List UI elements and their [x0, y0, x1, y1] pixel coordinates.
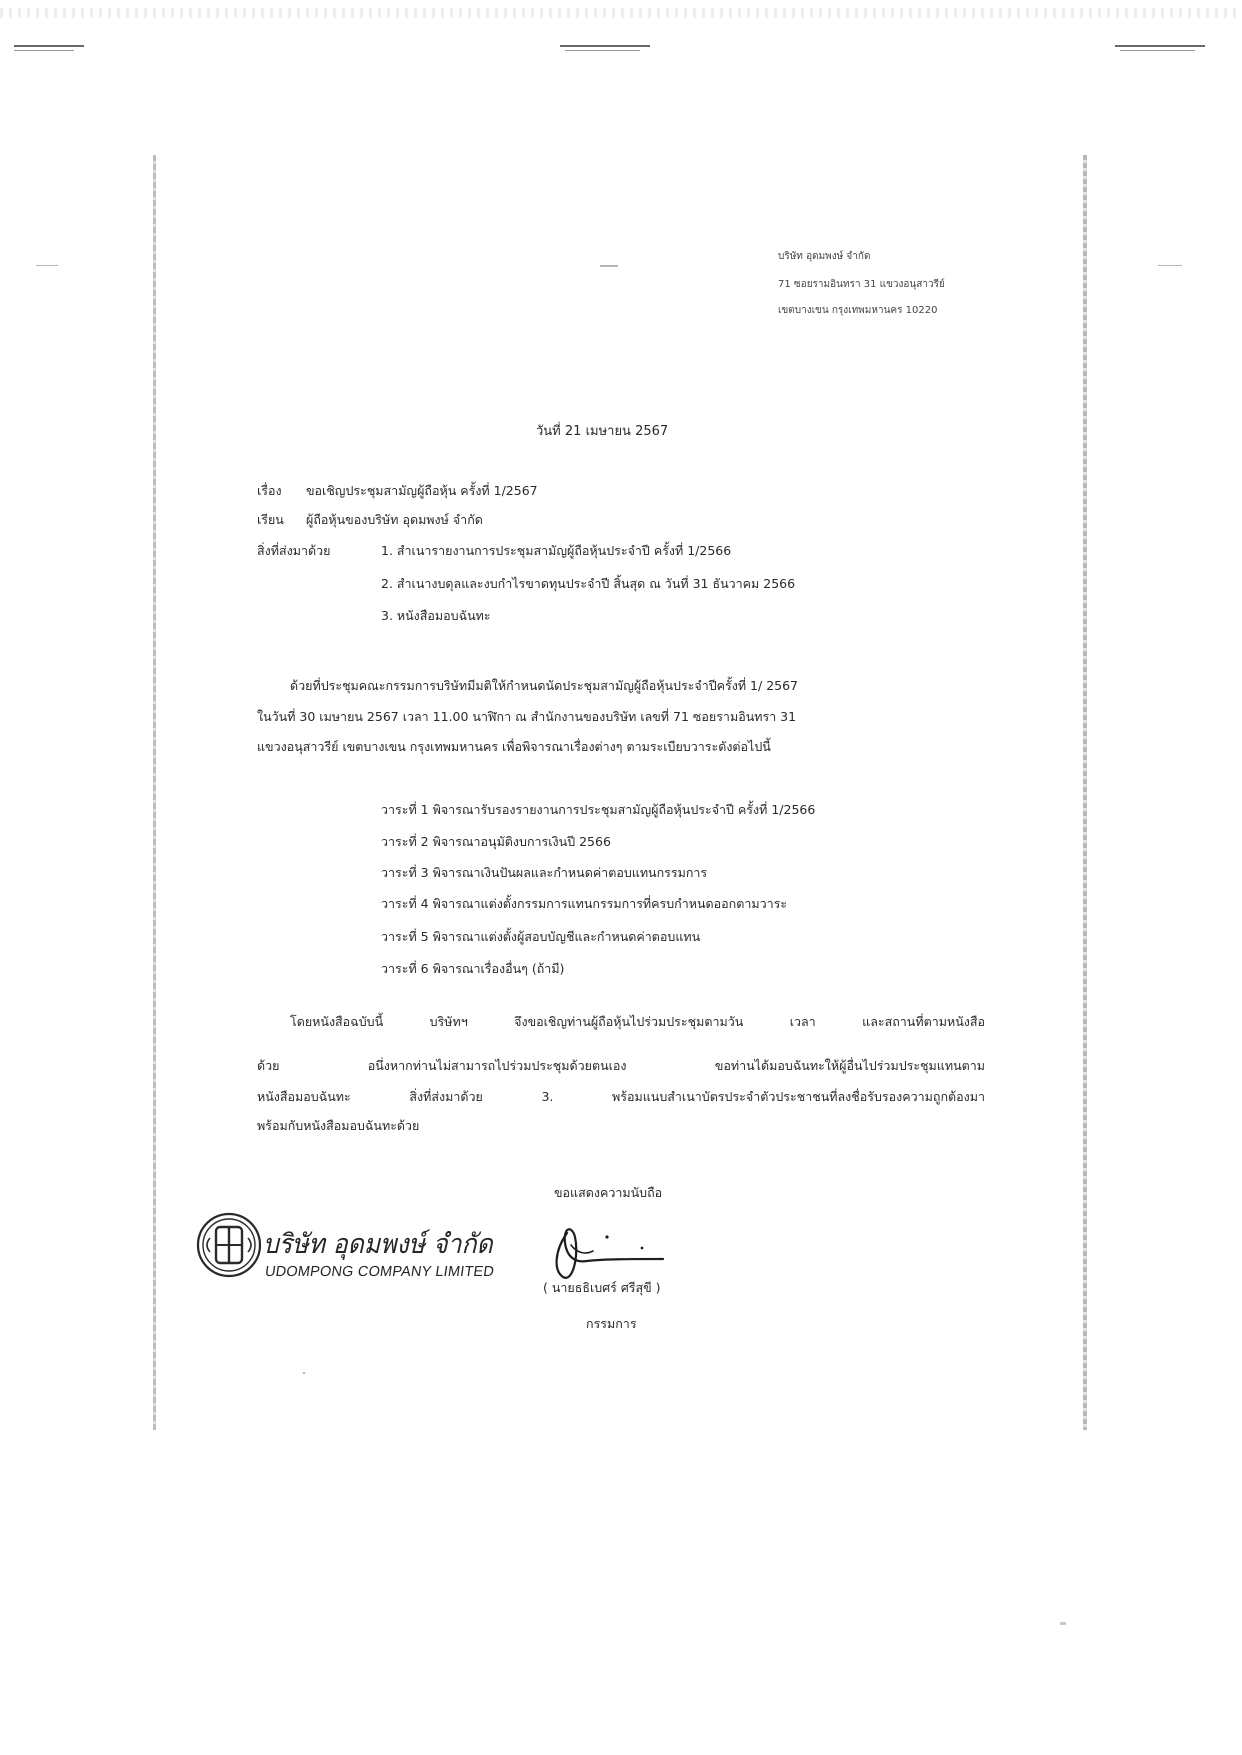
agenda-item: วาระที่ 3 พิจารณาเงินปันผลและกำหนดค่าตอบแทนกรรมการ	[381, 865, 708, 880]
letter-date: วันที่ 21 เมษายน 2567	[536, 424, 669, 439]
scan-border-left	[153, 155, 156, 1430]
enclosure-item: 1. สำเนารายงานการประชุมสามัญผู้ถือหุ้นประจำปี ครั้งที่ 1/2566	[381, 543, 732, 558]
intro-line-2: ในวันที่ 30 เมษายน 2567 เวลา 11.00 นาฬิกา ณ สำนักงานของบริษัท เลขที่ 71 ซอยรามอินทรา 31	[257, 709, 797, 724]
scan-speck	[1158, 265, 1182, 266]
agenda-item: วาระที่ 2 พิจารณาอนุมัติงบการเงินปี 2566	[381, 834, 611, 849]
closing-line-2: ด้วย อนึ่งหากท่านไม่สามารถไปร่วมประชุมด้วยตนเอง ขอท่านได้มอบฉันทะให้ผู้อื่นไปร่วมประชุมแทนตาม	[257, 1058, 985, 1073]
enclosures-label: สิ่งที่ส่งมาด้วย	[257, 543, 331, 558]
intro-line-1: ด้วยที่ประชุมคณะกรรมการบริษัทมีมติให้กำหนดนัดประชุมสามัญผู้ถือหุ้นประจำปีครั้งที่ 1/ 2567	[290, 678, 799, 693]
company-name-thai-logo: บริษัท อุดมพงษ์ จำกัด	[263, 1229, 493, 1260]
signatory-name: ( นายธธิเบศร์ ศรีสุขี )	[543, 1280, 661, 1295]
closing-line-1: โดยหนังสือฉบับนี้ บริษัทฯ จึงขอเชิญท่านผู้ถือหุ้นไปร่วมประชุมตามวัน เวลา และสถานที่ตามหนังสือ	[290, 1014, 985, 1029]
scan-speck	[303, 1372, 305, 1374]
sender-address-line1: 71 ซอยรามอินทรา 31 แขวงอนุสาวรีย์	[778, 279, 945, 290]
scan-noise-strip	[0, 8, 1242, 18]
enclosure-item: 2. สำเนางบดุลและงบกำไรขาดทุนประจำปี สิ้นสุด ณ วันที่ 31 ธันวาคม 2566	[381, 576, 796, 591]
recipient-text: ผู้ถือหุ้นของบริษัท อุดมพงษ์ จำกัด	[306, 512, 483, 527]
scan-mark-left-2	[14, 50, 74, 51]
agenda-item: วาระที่ 6 พิจารณาเรื่องอื่นๆ (ถ้ามี)	[381, 961, 565, 976]
recipient-label: เรียน	[257, 512, 284, 527]
scan-mark-right	[1115, 45, 1205, 47]
company-seal-logo-icon	[196, 1212, 262, 1278]
signoff-salutation: ขอแสดงความนับถือ	[554, 1185, 663, 1200]
subject-label: เรื่อง	[257, 483, 282, 498]
scan-mark-right-2	[1120, 50, 1195, 51]
signatory-position: กรรมการ	[586, 1316, 637, 1331]
scan-speck	[1060, 1622, 1066, 1625]
intro-line-3: แขวงอนุสาวรีย์ เขตบางเขน กรุงเทพมหานคร เพื่อพิจารณาเรื่องต่างๆ ตามระเบียบวาระดังต่อไปนี้	[257, 739, 771, 754]
scan-speck	[600, 265, 618, 267]
closing-line-3: หนังสือมอบฉันทะ สิ่งที่ส่งมาด้วย 3. พร้อมแนบสำเนาบัตรประจำตัวประชาชนที่ลงชื่อรับรองความถูกต้องมา	[257, 1089, 985, 1104]
agenda-item: วาระที่ 5 พิจารณาแต่งตั้งผู้สอบบัญชีและกำหนดค่าตอบแทน	[381, 929, 701, 944]
enclosure-item: 3. หนังสือมอบฉันทะ	[381, 608, 491, 623]
closing-line-4: พร้อมกับหนังสือมอบฉันทะด้วย	[257, 1118, 420, 1133]
handwritten-signature	[545, 1215, 675, 1285]
sender-company: บริษัท อุดมพงษ์ จำกัด	[778, 251, 871, 262]
agenda-item: วาระที่ 4 พิจารณาแต่งตั้งกรรมการแทนกรรมการที่ครบกำหนดออกตามวาระ	[381, 896, 788, 911]
scan-mark-left	[14, 45, 84, 47]
scan-mark-center-2	[565, 50, 640, 51]
scan-border-right	[1083, 155, 1087, 1430]
subject-text: ขอเชิญประชุมสามัญผู้ถือหุ้น ครั้งที่ 1/2567	[306, 483, 538, 498]
scan-mark-center	[560, 45, 650, 47]
agenda-item: วาระที่ 1 พิจารณารับรองรายงานการประชุมสามัญผู้ถือหุ้นประจำปี ครั้งที่ 1/2566	[381, 802, 816, 817]
scan-speck	[36, 265, 58, 266]
company-name-english-logo: UDOMPONG COMPANY LIMITED	[263, 1264, 496, 1280]
sender-address-line2: เขตบางเขน กรุงเทพมหานคร 10220	[778, 305, 938, 316]
